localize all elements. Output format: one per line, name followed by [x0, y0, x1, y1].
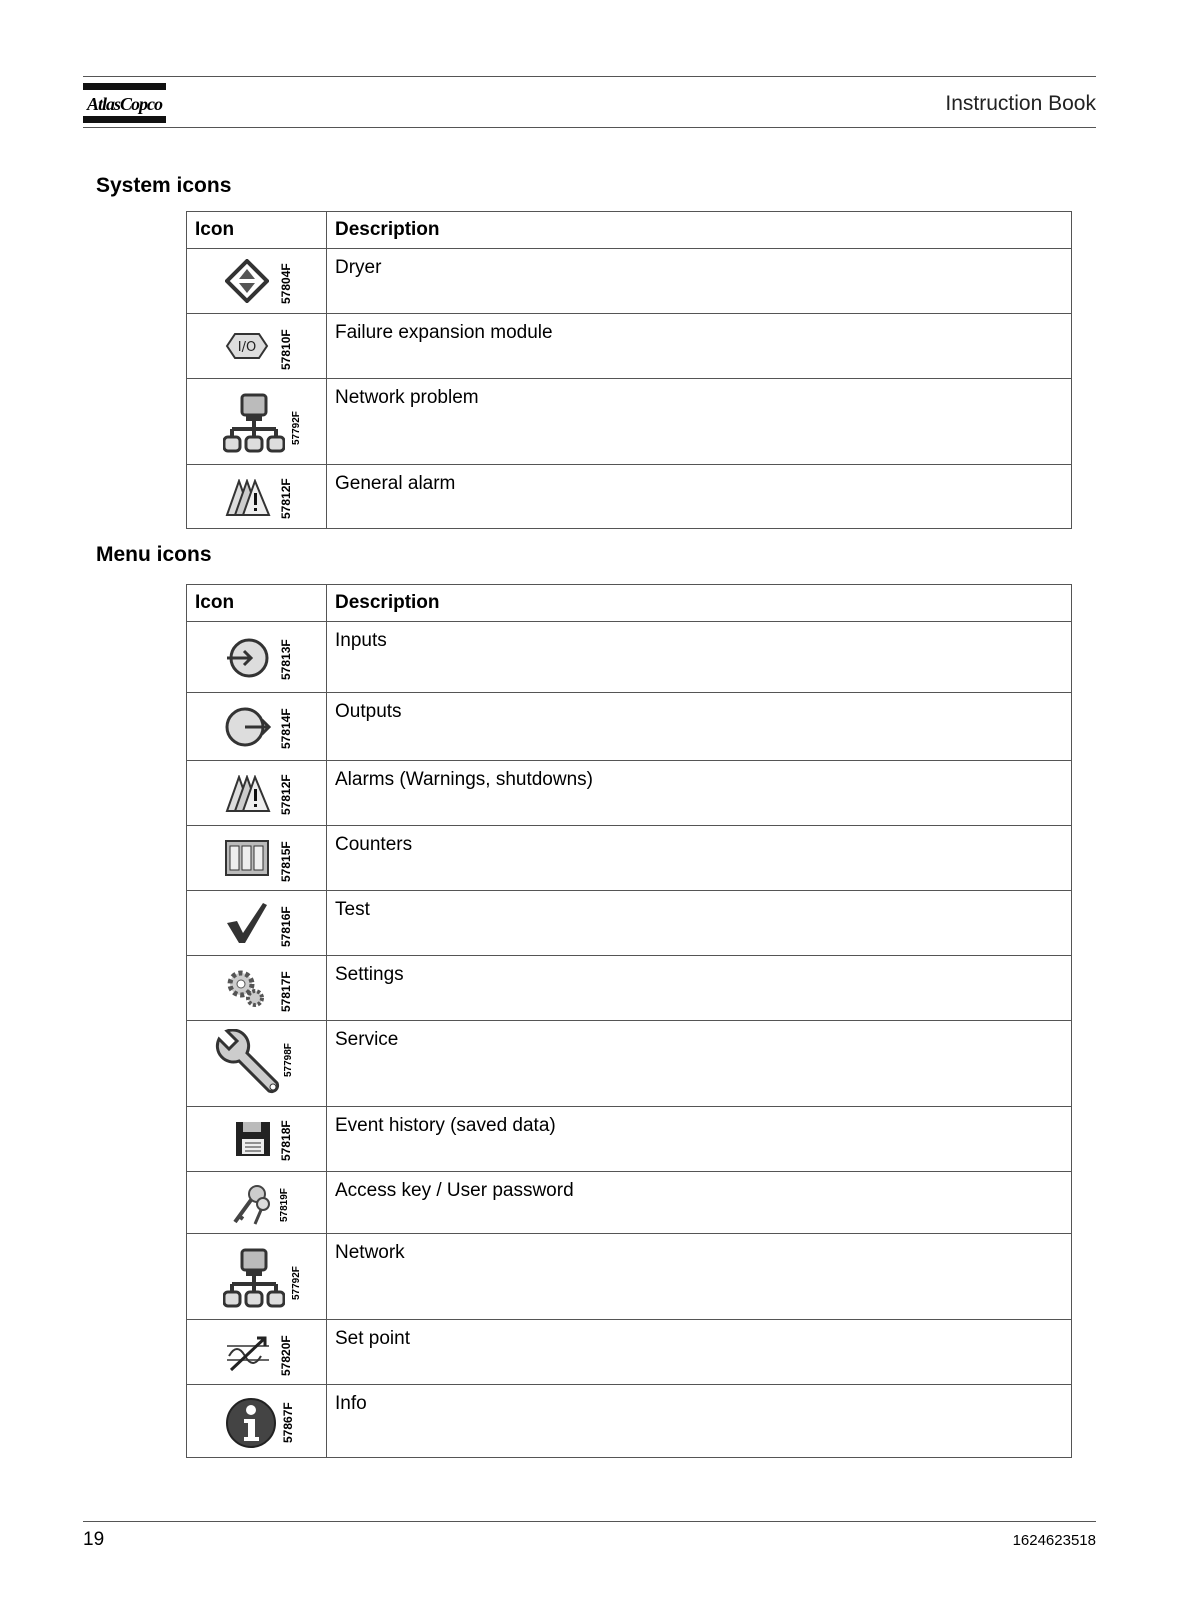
row-description: Counters: [327, 826, 1072, 891]
document-title: Instruction Book: [945, 92, 1096, 115]
figure-code: 57792F: [291, 1266, 302, 1300]
figure-code: 57792F: [291, 411, 302, 445]
table-row: [187, 314, 1072, 379]
setpoint-icon: [225, 1334, 271, 1372]
network-icon: [223, 393, 285, 453]
row-description: Outputs: [327, 693, 1072, 761]
counters-icon: [225, 840, 269, 876]
floppy-disk-icon: [235, 1121, 271, 1157]
row-description: Settings: [327, 956, 1072, 1021]
page-number: 19: [83, 1529, 105, 1550]
menu-icons-table: [186, 584, 1072, 1458]
row-description: Network: [327, 1234, 1072, 1320]
figure-code: 57820F: [279, 1335, 293, 1376]
table-row: [187, 826, 1072, 891]
col-icon-header: Icon: [187, 585, 327, 622]
table-header-row: [187, 212, 1072, 249]
test-check-icon: [225, 901, 269, 945]
table-row: [187, 1107, 1072, 1172]
outputs-icon: [225, 705, 271, 749]
table-row: [187, 1234, 1072, 1320]
wrench-icon: [215, 1029, 285, 1099]
row-description: Network problem: [327, 379, 1072, 465]
table-row: [187, 1320, 1072, 1385]
figure-code: 57810F: [279, 329, 293, 370]
figure-code: 57818F: [279, 1120, 293, 1161]
network-icon: [223, 1248, 285, 1308]
col-icon-header: Icon: [187, 212, 327, 249]
figure-code: 57798F: [283, 1043, 294, 1077]
row-description: Failure expansion module: [327, 314, 1072, 379]
system-icons-heading: System icons: [96, 174, 232, 197]
header-bottom-rule: [83, 127, 1096, 128]
table-row: [187, 465, 1072, 529]
settings-gear-icon: [225, 968, 265, 1008]
row-description: Event history (saved data): [327, 1107, 1072, 1172]
figure-code: 57814F: [279, 708, 293, 749]
table-header-row: [187, 585, 1072, 622]
row-description: Access key / User password: [327, 1172, 1072, 1234]
system-icons-table: [186, 211, 1072, 529]
figure-code: 57819F: [279, 1188, 290, 1222]
col-description-header: Description: [327, 212, 1072, 249]
figure-code: 57817F: [279, 971, 293, 1012]
table-row: [187, 379, 1072, 465]
footer-rule: [83, 1521, 1096, 1522]
row-description: Alarms (Warnings, shutdowns): [327, 761, 1072, 826]
figure-code: 57804F: [279, 263, 293, 304]
header-top-rule: [83, 76, 1096, 77]
expansion-module-icon: [225, 330, 269, 362]
row-description: Info: [327, 1385, 1072, 1458]
table-row: [187, 622, 1072, 693]
table-row: [187, 693, 1072, 761]
figure-code: 57867F: [281, 1402, 295, 1443]
col-description-header: Description: [327, 585, 1072, 622]
figure-code: 57812F: [279, 774, 293, 815]
inputs-icon: [225, 636, 269, 680]
row-description: Dryer: [327, 249, 1072, 314]
document-number: 1624623518: [1012, 1532, 1096, 1549]
figure-code: 57812F: [279, 478, 293, 519]
row-description: General alarm: [327, 465, 1072, 529]
table-row: [187, 249, 1072, 314]
menu-icons-heading: Menu icons: [96, 543, 212, 566]
table-row: [187, 1021, 1072, 1107]
table-row: [187, 761, 1072, 826]
row-description: Inputs: [327, 622, 1072, 693]
row-description: Service: [327, 1021, 1072, 1107]
alarm-icon: [225, 775, 271, 813]
table-row: [187, 1172, 1072, 1234]
row-description: Test: [327, 891, 1072, 956]
alarm-icon: [225, 479, 271, 517]
svg-text:I/O: I/O: [237, 340, 257, 355]
info-icon: [225, 1397, 277, 1449]
figure-code: 57815F: [279, 841, 293, 882]
table-row: [187, 891, 1072, 956]
dryer-icon: [225, 259, 269, 303]
atlas-copco-logo: AtlasCopco: [83, 83, 166, 125]
figure-code: 57816F: [279, 906, 293, 947]
figure-code: 57813F: [279, 639, 293, 680]
row-description: Set point: [327, 1320, 1072, 1385]
table-row: [187, 1385, 1072, 1458]
table-row: [187, 956, 1072, 1021]
keys-icon: [231, 1184, 271, 1226]
